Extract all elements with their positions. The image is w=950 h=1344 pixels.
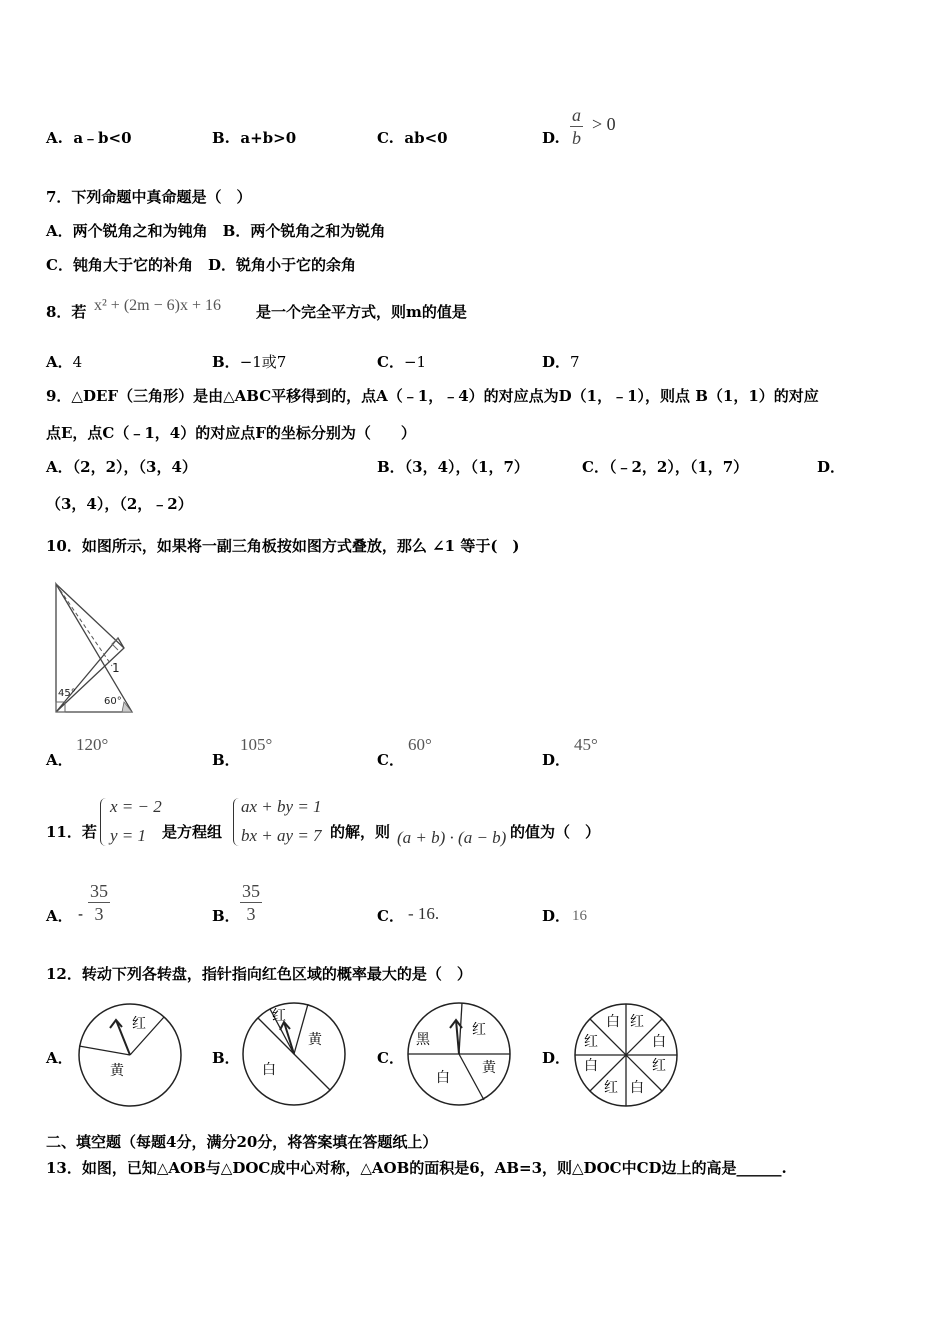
q9-stem-line1: 9．△DEF（三角形）是由△ABC平移得到的，点A（﹣1，﹣4）的对应点为D（1，﹣1），则点 B（1，1）的对应	[46, 387, 819, 405]
spinner-d	[572, 1002, 680, 1108]
q11-system2-line2: bx + ay = 7	[241, 826, 322, 845]
q8-option-d: D．7	[542, 353, 580, 371]
q6-option-d-relation: > 0	[592, 114, 616, 134]
spinner-d-sector-2: 红	[630, 1014, 644, 1030]
q11-number: 11．若	[46, 823, 97, 841]
q11-option-a-label: A．	[46, 907, 73, 925]
q11-text-mid: 是方程组	[162, 823, 223, 841]
spinner-b	[240, 1000, 348, 1108]
spinner-b-red-label: 红	[272, 1008, 286, 1024]
q9-option-b: B．（3，4），（1，7）	[377, 458, 529, 476]
q6-option-a: A. a﹣b<0	[46, 129, 132, 147]
q10-option-a-label: A．	[46, 751, 73, 769]
q10-option-d-value: 45°	[574, 735, 598, 754]
q9-option-c: C．（﹣2，2），（1，7）	[582, 458, 749, 476]
q11-system1-line1: x = − 2	[110, 797, 162, 816]
q11-option-a-fraction: $\frac{35}{3}$	[90, 881, 108, 924]
spinner-c	[404, 1000, 514, 1108]
q10-option-a-value: 120°	[76, 735, 109, 754]
q11-option-c-label: C．	[377, 907, 404, 925]
q12-option-c-label: C．	[377, 1049, 404, 1067]
q8-number: 8．若	[46, 303, 87, 321]
q11-option-d-value: 16	[572, 908, 587, 924]
q10-option-b-value: 105°	[240, 735, 273, 754]
q6-option-b: B. a+b>0	[212, 129, 297, 147]
q13-stem: 13．如图，已知△AOB与△DOC成中心对称，△AOB的面积是6，AB=3，则△DOC中CD边上的高是______.	[46, 1159, 787, 1177]
q11-expression: (a + b) · (a − b)	[397, 828, 507, 847]
q6-option-d-label: D.	[542, 129, 560, 147]
q11-text-mid2: 的解，则	[330, 823, 391, 841]
q11-brace-1	[100, 798, 107, 846]
q9-option-d-value: （3，4），（2，﹣2）	[46, 495, 193, 513]
q12-option-a-label: A．	[46, 1049, 73, 1067]
q10-option-c-value: 60°	[408, 735, 432, 754]
spinner-d-sector-7: 白	[584, 1058, 598, 1074]
q12-option-d-label: D．	[542, 1049, 571, 1067]
q6-option-c: C. ab<0	[377, 129, 448, 147]
figure-45-label: 45°	[58, 688, 76, 699]
q8-formula: x² + (2m − 6)x + 16	[94, 297, 221, 314]
q11-system2-line1: ax + by = 1	[241, 797, 322, 816]
spinner-b-yellow-label: 黄	[308, 1032, 322, 1048]
q11-option-d-label: D．	[542, 907, 571, 925]
spinner-c-red-label: 红	[472, 1022, 486, 1038]
q12-stem: 12．转动下列各转盘，指针指向红色区域的概率最大的是（ ）	[46, 965, 472, 983]
spinner-d-sector-4: 红	[652, 1058, 666, 1074]
spinner-a-yellow-label: 黄	[110, 1063, 124, 1079]
q11-stem-tail: 的值为（ ）	[510, 823, 601, 841]
spinner-d-sector-8: 红	[584, 1034, 598, 1050]
q10-option-c-label: C．	[377, 751, 404, 769]
q8-option-a: A．4	[46, 353, 83, 371]
q11-system1-line2: y = 1	[110, 826, 147, 845]
q10-triangle-figure	[48, 578, 140, 718]
q9-option-d-label: D．	[817, 458, 846, 476]
q8-stem-tail: 是一个完全平方式，则m的值是	[256, 303, 467, 321]
spinner-d-sector-6: 红	[604, 1080, 618, 1096]
spinner-c-white-label: 白	[436, 1070, 450, 1086]
q11-option-a-sign: -	[78, 905, 84, 923]
q10-option-d-label: D．	[542, 751, 571, 769]
q10-stem: 10．如图所示，如果将一副三角板按如图方式叠放，那么 ∠1 等于( )	[46, 537, 520, 555]
q6-option-d-fraction: $\frac{a}{b}$	[572, 105, 581, 148]
dashed-line	[56, 584, 112, 666]
spinner-d-sector-1: 白	[606, 1014, 620, 1030]
spinner-d-sector-5: 白	[630, 1080, 644, 1096]
q10-option-b-label: B．	[212, 751, 240, 769]
q11-option-c-value: - 16.	[408, 904, 440, 923]
q8-option-b: B．−1或7	[212, 353, 287, 371]
spinner-d-sector-3: 白	[652, 1034, 666, 1050]
q11-brace-2	[233, 798, 240, 846]
figure-60-label: 60°	[104, 696, 122, 707]
q11-option-b-label: B．	[212, 907, 240, 925]
q9-option-a: A．（2，2），（3，4）	[46, 458, 197, 476]
spinner-b-white-label: 白	[262, 1062, 276, 1078]
section2-title: 二、填空题（每题4分，满分20分，将答案填在答题纸上）	[46, 1133, 438, 1151]
spinner-a-red-label: 红	[132, 1016, 146, 1032]
spinner-c-black-label: 黑	[416, 1032, 430, 1048]
figure-angle-1-label: 1	[112, 661, 120, 675]
q11-option-b-fraction: $\frac{35}{3}$	[242, 881, 260, 924]
q12-option-b-label: B．	[212, 1049, 240, 1067]
q7-options-line2: C．钝角大于它的补角 D．锐角小于它的余角	[46, 256, 356, 274]
spinner-c-yellow-label: 黄	[482, 1060, 496, 1076]
q9-stem-line2: 点E，点C（﹣1，4）的对应点F的坐标分别为（ ）	[46, 424, 416, 442]
q8-option-c: C．−1	[377, 353, 427, 371]
spinner-a	[76, 1002, 184, 1108]
q7-options-line1: A．两个锐角之和为钝角 B．两个锐角之和为锐角	[46, 222, 386, 240]
q7-stem: 7．下列命题中真命题是（ ）	[46, 188, 252, 206]
